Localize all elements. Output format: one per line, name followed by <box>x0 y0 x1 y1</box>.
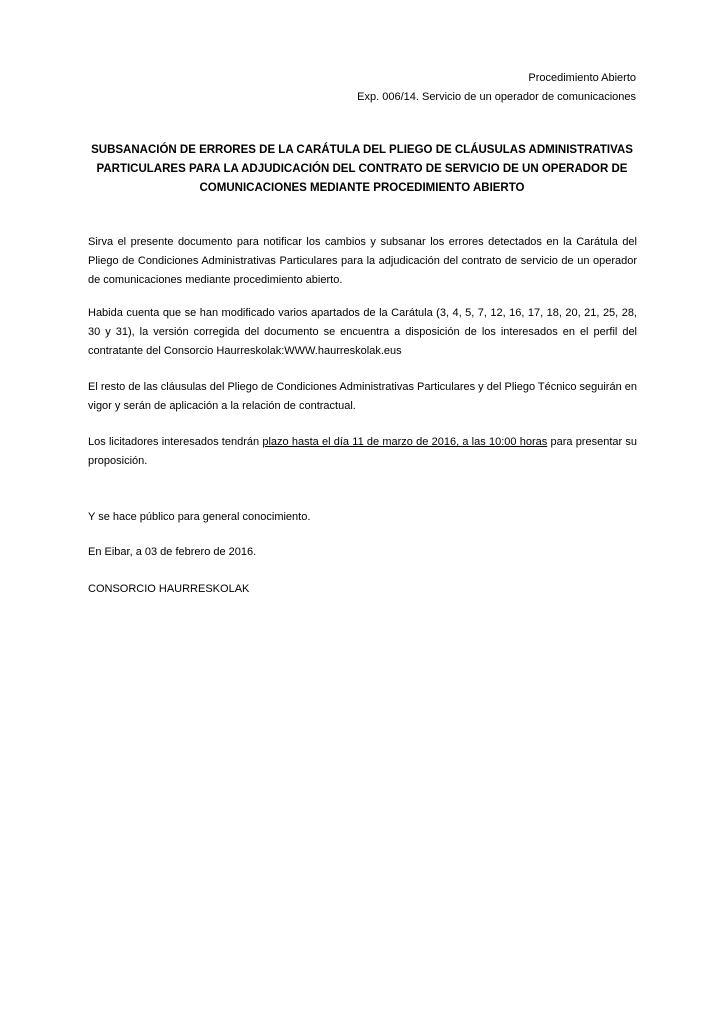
place-and-date: En Eibar, a 03 de febrero de 2016. <box>88 546 257 558</box>
title-line-2: PARTICULARES PARA LA ADJUDICACIÓN DEL CONTRATO DE SERVICIO DE UN OPERADOR DE <box>96 163 628 175</box>
deadline-date: plazo hasta el día 11 de marzo de 2016, a las 10:00 horas <box>262 436 548 448</box>
procedure-type: Procedimiento Abierto <box>528 72 636 84</box>
document-title <box>88 141 636 198</box>
title-line-3: COMUNICACIONES MEDIANTE PROCEDIMIENTO ABIERTO <box>199 182 525 194</box>
deadline-text-after: para presentar su proposición. <box>88 436 637 467</box>
title-line-1: SUBSANACIÓN DE ERRORES DE LA CARÁTULA DEL PLIEGO DE CLÁUSULAS ADMINISTRATIVAS <box>91 144 633 156</box>
paragraph-deadline <box>88 433 637 471</box>
file-reference: Exp. 006/14. Servicio de un operador de comunicaciones <box>357 91 636 103</box>
paragraph-remaining-clauses: El resto de las cláusulas del Pliego de Condiciones Administrativas Particulares y del Pliego Técnico seguirán en vigor y serán de aplicación a la relación de contractual. <box>88 381 637 412</box>
signatory: CONSORCIO HAURRESKOLAK <box>88 583 250 595</box>
deadline-text-before: Los licitadores interesados tendrán <box>88 436 263 448</box>
paragraph-public-notice: Y se hace público para general conocimiento. <box>88 511 311 523</box>
paragraph-notification: Sirva el presente documento para notificar los cambios y subsanar los errores detectados en la Carátula del Pliego de Condiciones Administrativas Particulares para la adjudicación del contrato de servicio de un operador de comunicaciones mediante procedimiento abierto. <box>88 236 637 286</box>
paragraph-modified-sections: Habida cuenta que se han modificado varios apartados de la Carátula (3, 4, 5, 7, 12, 16, 17, 18, 20, 21, 25, 28, 30 y 31), la versión corregida del documento se encuentra a disposición de los interesados en el perfil del contratante del Consorcio Haurreskolak:WWW.haurreskolak.eus <box>88 307 637 357</box>
document-header <box>357 69 636 107</box>
